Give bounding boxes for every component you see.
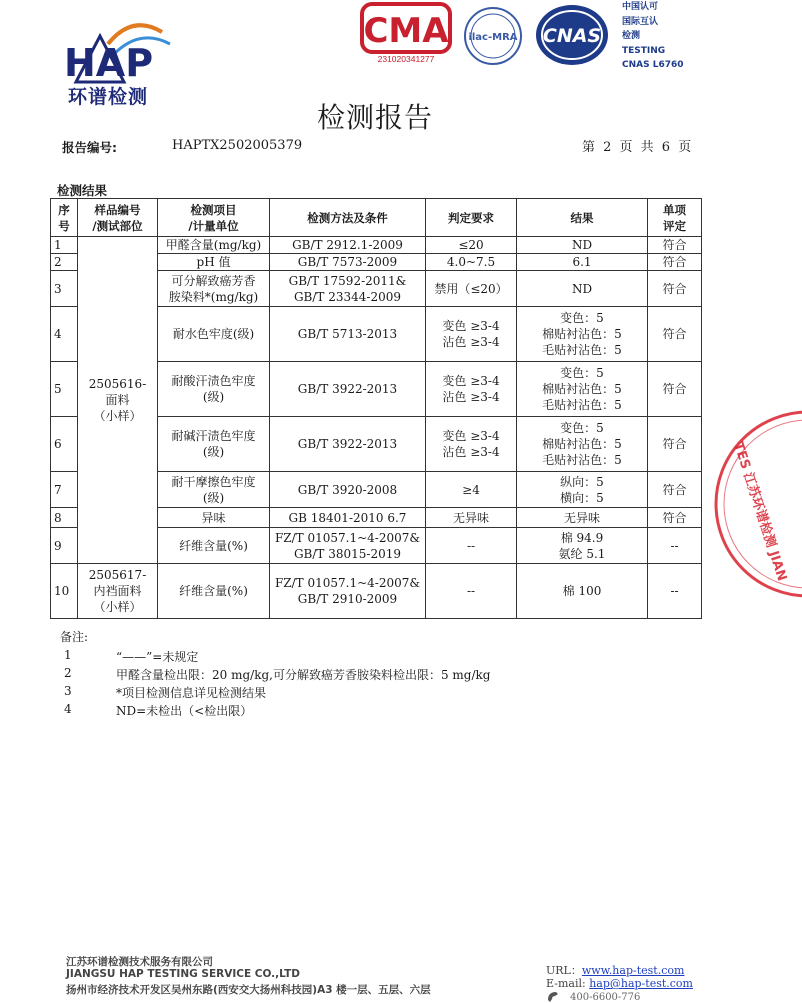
cell-requirement: ≥4 [426, 472, 517, 508]
cell-seq: 4 [51, 307, 78, 362]
cell-result: 变色：5 棉贴衬沾色：5 毛贴衬沾色：5 [517, 307, 648, 362]
header-seq: 序 号 [51, 199, 78, 237]
cell-method: GB/T 2912.1-2009 [270, 237, 426, 254]
cell-judge: 符合 [648, 417, 702, 472]
report-number-label: 报告编号: [62, 140, 117, 155]
cell-result: 棉 94.9 氨纶 5.1 [517, 528, 648, 564]
email-label: E-mail: [546, 977, 590, 990]
cell-seq: 7 [51, 472, 78, 508]
cell-judge: 符合 [648, 271, 702, 307]
cell-judge: -- [648, 528, 702, 564]
cell-result: 变色：5 棉贴衬沾色：5 毛贴衬沾色：5 [517, 362, 648, 417]
url-link[interactable]: www.hap-test.com [581, 964, 685, 977]
cnas-line: 国际互认 [622, 16, 659, 27]
cell-judge: 符合 [648, 307, 702, 362]
cell-judge: 符合 [648, 472, 702, 508]
cell-result: 变色：5 棉贴衬沾色：5 毛贴衬沾色：5 [517, 417, 648, 472]
footer-url [546, 962, 684, 978]
table-header-row [51, 199, 702, 237]
cell-requirement: -- [426, 528, 517, 564]
cell-result: 6.1 [517, 254, 648, 271]
ilac-text: ilac-MRA [468, 32, 518, 43]
footer-address: 扬州市经济技术开发区吴州东路(西安交大扬州科技园)A3 楼一层、五层、六层 [66, 984, 431, 996]
cma-text: CMA [363, 11, 449, 51]
cnas-info [622, 0, 684, 73]
cell-sample: 2505616- 面料 （小样） [78, 237, 158, 564]
cell-requirement: -- [426, 564, 517, 619]
cell-item: 纤维含量(%) [158, 528, 270, 564]
note-number: 4 [64, 702, 72, 716]
table-row [51, 564, 702, 619]
cell-item: 耐酸汗渍色牢度 (级) [158, 362, 270, 417]
cell-item: 耐水色牢度(级) [158, 307, 270, 362]
cell-judge: 符合 [648, 362, 702, 417]
footer-phone: 400-6600-776 [570, 992, 641, 1003]
cell-requirement: 变色 ≥3-4 沾色 ≥3-4 [426, 362, 517, 417]
footer-company-cn: 江苏环谱检测技术服务有限公司 [66, 956, 213, 968]
cell-method: GB/T 5713-2013 [270, 307, 426, 362]
document-title: 检测报告 [316, 101, 433, 134]
phone-icon [546, 990, 562, 1002]
cell-requirement: ≤20 [426, 237, 517, 254]
header-judge: 单项 评定 [648, 199, 702, 237]
note-number: 1 [64, 648, 72, 662]
cell-requirement: 禁用（≤20） [426, 271, 517, 307]
hap-logo-text: HAP [64, 41, 154, 85]
notes-title: 备注: [60, 630, 89, 644]
cell-result: 无异味 [517, 508, 648, 528]
cell-item: 纤维含量(%) [158, 564, 270, 619]
cell-judge: 符合 [648, 254, 702, 271]
header-method: 检测方法及条件 [270, 199, 426, 237]
cell-judge: 符合 [648, 237, 702, 254]
cell-seq: 10 [51, 564, 78, 619]
cell-seq: 6 [51, 417, 78, 472]
cell-item: pH 值 [158, 254, 270, 271]
cell-seq: 9 [51, 528, 78, 564]
header-result: 结果 [517, 199, 648, 237]
cell-seq: 2 [51, 254, 78, 271]
cnas-line: CNAS L6760 [622, 60, 684, 70]
stamp-text: TES 江苏环谱检测 JIAN [730, 440, 790, 583]
page-info: 第 2 页 共 6 页 [582, 140, 692, 155]
cell-judge: 符合 [648, 508, 702, 528]
cell-item: 甲醛含量(mg/kg) [158, 237, 270, 254]
cell-judge: -- [648, 564, 702, 619]
ilac-mra-mark [458, 4, 528, 68]
note-number: 2 [64, 666, 72, 680]
cell-method: GB/T 3922-2013 [270, 362, 426, 417]
cell-item: 异味 [158, 508, 270, 528]
cell-seq: 1 [51, 237, 78, 254]
cell-requirement: 变色 ≥3-4 沾色 ≥3-4 [426, 417, 517, 472]
cell-item: 耐干摩擦色牢度 (级) [158, 472, 270, 508]
note-text: 甲醛含量检出限：20 mg/kg,可分解致癌芳香胺染料检出限：5 mg/kg [116, 668, 491, 682]
cnas-mark [534, 2, 610, 68]
official-stamp [712, 404, 802, 604]
cell-method: GB/T 3922-2013 [270, 417, 426, 472]
cell-method: GB 18401-2010 6.7 [270, 508, 426, 528]
cell-result: 纵向：5 横向：5 [517, 472, 648, 508]
footer-email [546, 977, 693, 990]
header-sample: 样品编号 /测试部位 [78, 199, 158, 237]
header-item: 检测项目 /计量单位 [158, 199, 270, 237]
url-label: URL： [546, 964, 582, 977]
report-number: HAPTX2502005379 [172, 138, 303, 153]
cma-number: 231020341277 [377, 54, 435, 64]
cell-item: 可分解致癌芳香 胺染料*(mg/kg) [158, 271, 270, 307]
note-text: *项目检测信息详见检测结果 [116, 686, 267, 700]
cnas-logo-text: CNAS [542, 25, 602, 47]
cell-seq: 3 [51, 271, 78, 307]
cell-result: ND [517, 237, 648, 254]
cnas-line: TESTING [622, 45, 666, 56]
cell-method: GB/T 17592-2011& GB/T 23344-2009 [270, 271, 426, 307]
note-number: 3 [64, 684, 72, 698]
brand-name: 环谱检测 [68, 86, 149, 108]
results-table [50, 198, 702, 619]
note-text: ND=未检出（<检出限） [116, 704, 253, 718]
cell-method: FZ/T 01057.1~4-2007& GB/T 38015-2019 [270, 528, 426, 564]
cell-method: FZ/T 01057.1~4-2007& GB/T 2910-2009 [270, 564, 426, 619]
header-requirement: 判定要求 [426, 199, 517, 237]
cnas-line: 检测 [622, 31, 641, 41]
cell-item: 耐碱汗渍色牢度 (级) [158, 417, 270, 472]
cell-seq: 8 [51, 508, 78, 528]
note-text: “——”=未规定 [116, 650, 199, 664]
cell-method: GB/T 3920-2008 [270, 472, 426, 508]
table-row [51, 237, 702, 254]
section-title: 检测结果 [57, 183, 108, 198]
cell-result: ND [517, 271, 648, 307]
email-link[interactable]: hap@hap-test.com [589, 977, 693, 990]
cnas-line: 中国认可 [622, 2, 659, 12]
cell-seq: 5 [51, 362, 78, 417]
footer-company-en: JIANGSU HAP TESTING SERVICE CO.,LTD [66, 968, 300, 980]
cell-requirement: 4.0~7.5 [426, 254, 517, 271]
cell-method: GB/T 7573-2009 [270, 254, 426, 271]
cell-sample: 2505617- 内裆面料 （小样） [78, 564, 158, 619]
cell-requirement: 变色 ≥3-4 沾色 ≥3-4 [426, 307, 517, 362]
cell-requirement: 无异味 [426, 508, 517, 528]
cell-result: 棉 100 [517, 564, 648, 619]
